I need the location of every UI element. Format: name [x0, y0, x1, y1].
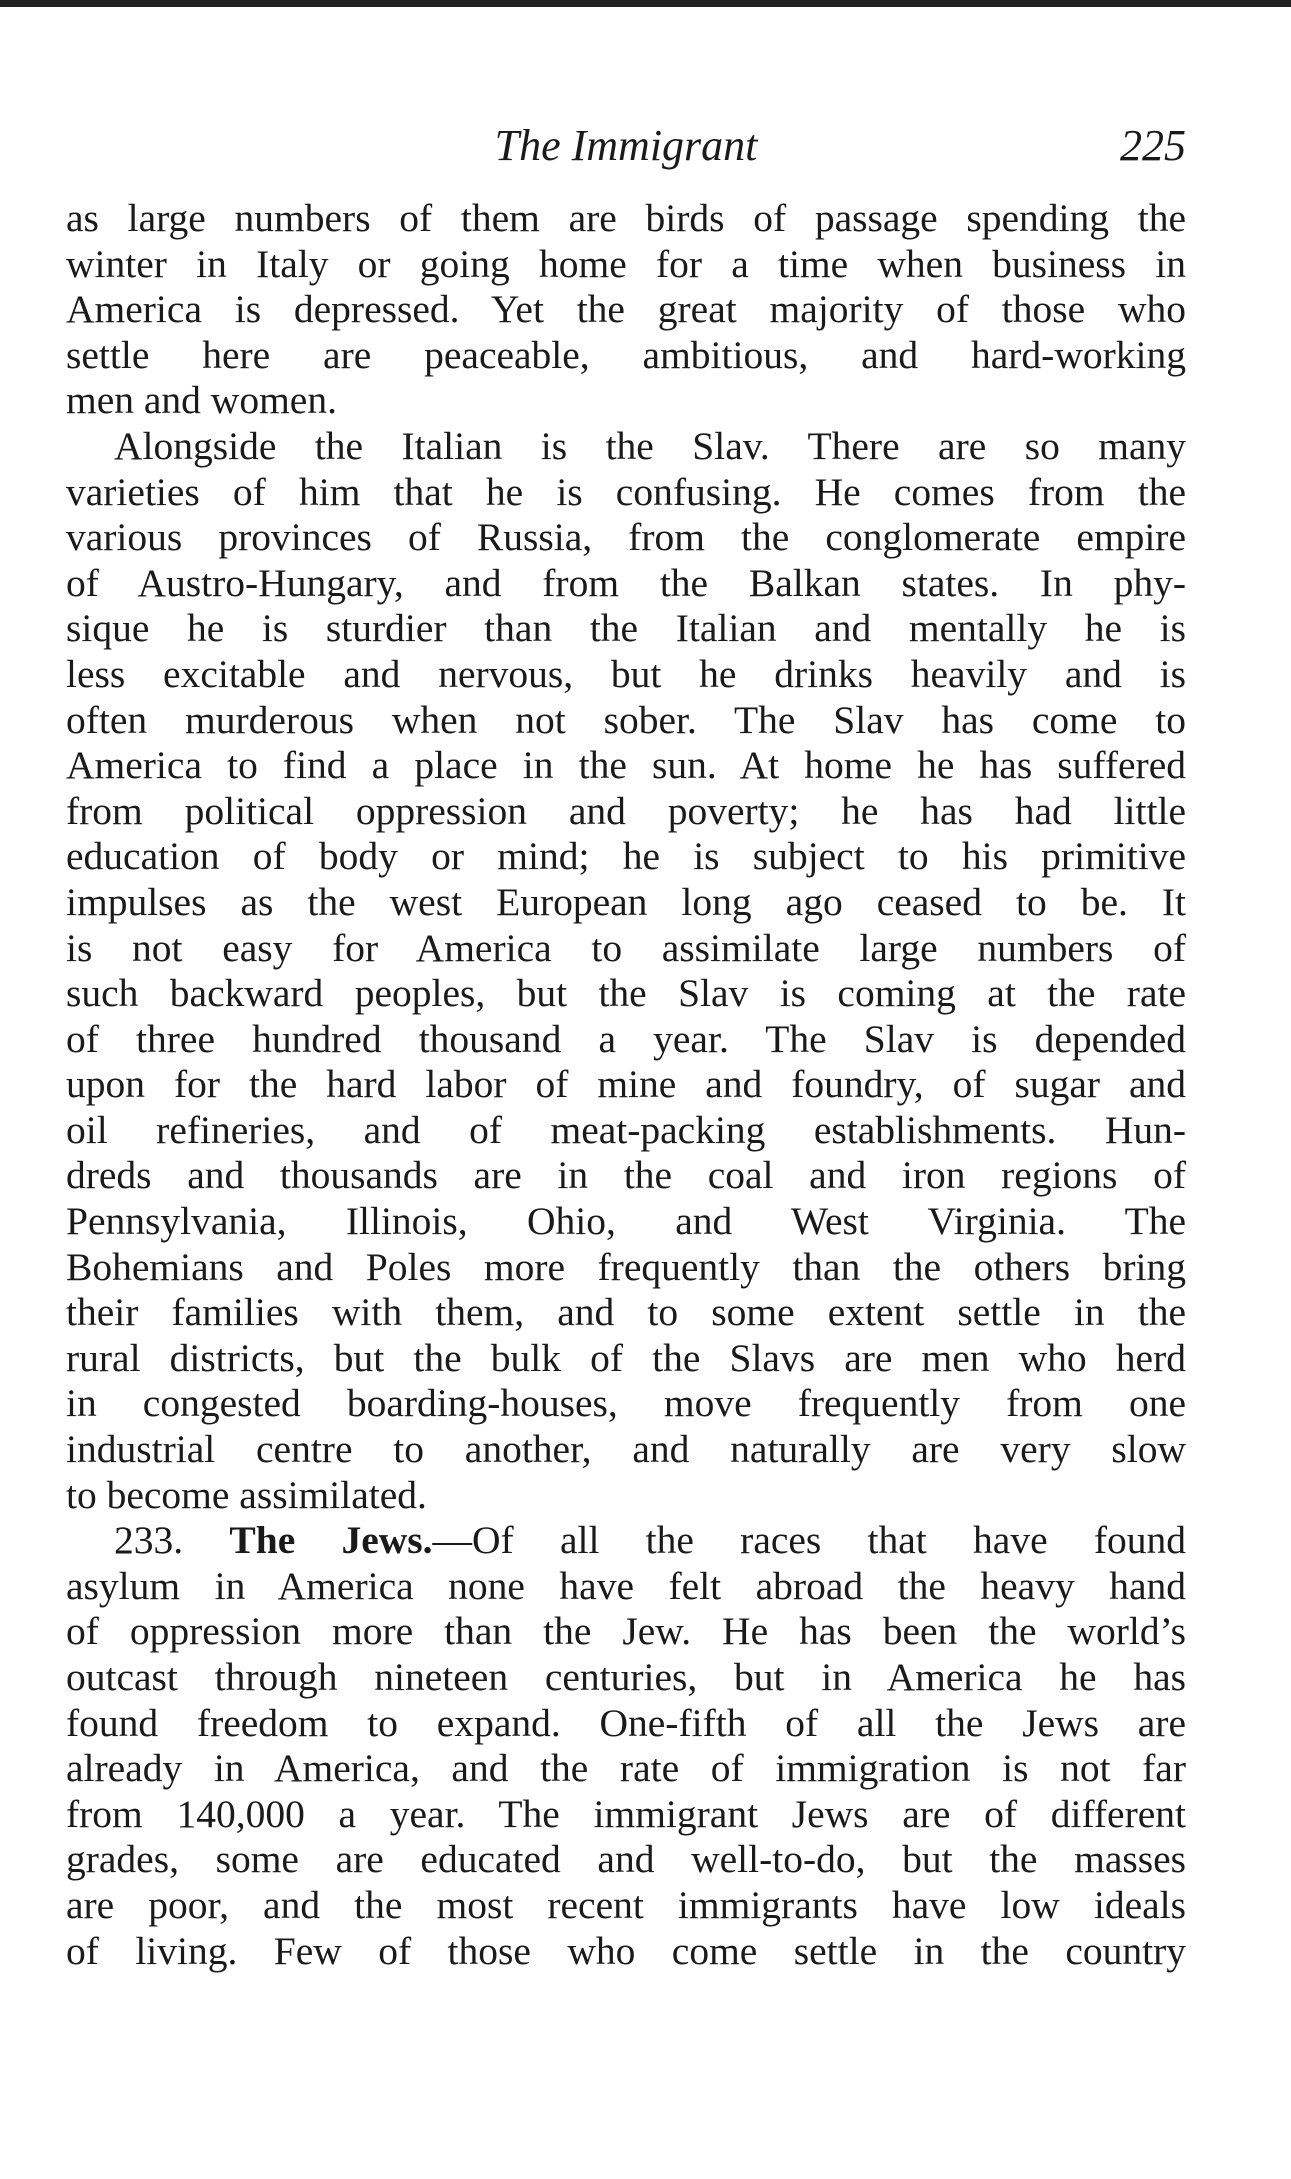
- text-line: are poor, and the most recent immigrants have low ideals: [66, 1882, 1186, 1927]
- text-line: asylum in America none have felt abroad the heavy hand: [66, 1563, 1186, 1608]
- text-line: of Austro-Hungary, and from the Balkan states. In phy-: [66, 560, 1186, 605]
- text-line: as large numbers of them are birds of passage spending the: [66, 196, 1186, 240]
- text-line: America to find a place in the sun. At home he has suffered: [66, 743, 1186, 788]
- text-line: education of body or mind; he is subject to his primitive: [66, 834, 1186, 879]
- text-line: men and women.: [66, 378, 337, 423]
- text-line: Bohemians and Poles more frequently than the others bring: [66, 1244, 1186, 1289]
- text-line: Alongside the Italian is the Slav. There are so many: [114, 423, 1186, 468]
- text-line: of oppression more than the Jew. He has been the world’s: [66, 1609, 1186, 1654]
- text-line: of living. Few of those who come settle in the country: [66, 1928, 1186, 1973]
- text-line: grades, some are educated and well-to-do, but the masses: [66, 1837, 1186, 1882]
- text-line: upon for the hard labor of mine and foundry, of sugar and: [66, 1062, 1186, 1107]
- section-number: 233.: [114, 1518, 184, 1563]
- running-title: The Immigrant: [494, 121, 758, 170]
- text-line: is not easy for America to assimilate large numbers of: [66, 925, 1186, 970]
- paragraph-slav: [66, 424, 1186, 1518]
- text-line: to become assimilated.: [66, 1472, 427, 1517]
- text-line: impulses as the west European long ago ceased to be. It: [66, 879, 1186, 924]
- text-line: outcast through nineteen centuries, but in America he has: [66, 1655, 1186, 1699]
- text-line: dreds and thousands are in the coal and iron regions of: [66, 1153, 1186, 1198]
- text-line: already in America, and the rate of immigration is not far: [66, 1746, 1186, 1791]
- text-line: of three hundred thousand a year. The Slav is depended: [66, 1016, 1186, 1061]
- text-line: various provinces of Russia, from the conglomerate empire: [66, 515, 1186, 560]
- text-line: industrial centre to another, and naturally are very slow: [66, 1427, 1186, 1472]
- text-line: settle here are peaceable, ambitious, and hard-working: [66, 332, 1186, 377]
- top-edge-rule: [0, 0, 1291, 7]
- paragraph-section-233: [66, 1518, 1186, 1974]
- text-line: less excitable and nervous, but he drinks heavily and is: [66, 651, 1186, 696]
- text-line: in congested boarding-houses, move frequently from one: [66, 1381, 1186, 1426]
- text-line: often murderous when not sober. The Slav has come to: [66, 697, 1186, 742]
- paragraph-continuation: [66, 196, 1186, 424]
- book-page: [66, 118, 1186, 1974]
- text-line: rural districts, but the bulk of the Slavs are men who herd: [66, 1335, 1186, 1380]
- text-line: America is depressed. Yet the great majority of those who: [66, 287, 1186, 332]
- running-head: [66, 118, 1186, 180]
- text-line: oil refineries, and of meat-packing establishments. Hun-: [66, 1107, 1186, 1152]
- text-line-rest: —Of all the races that have found: [432, 1518, 1186, 1563]
- text-line: winter in Italy or going home for a time when business in: [66, 241, 1186, 286]
- text-line: Pennsylvania, Illinois, Ohio, and West Virginia. The: [66, 1199, 1186, 1244]
- text-line: varieties of him that he is confusing. He comes from the: [66, 469, 1186, 514]
- text-line: such backward peoples, but the Slav is coming at the rate: [66, 971, 1186, 1016]
- text-line: their families with them, and to some extent settle in the: [66, 1290, 1186, 1335]
- section-title: The Jews.: [229, 1518, 433, 1563]
- page-number: 225: [1120, 121, 1186, 170]
- text-line: from 140,000 a year. The immigrant Jews are of different: [66, 1791, 1186, 1836]
- text-line: sique he is sturdier than the Italian and mentally he is: [66, 606, 1186, 651]
- text-line: found freedom to expand. One-fifth of all the Jews are: [66, 1700, 1186, 1745]
- text-line: from political oppression and poverty; he has had little: [66, 788, 1186, 833]
- section-heading-line: [66, 1518, 1186, 1564]
